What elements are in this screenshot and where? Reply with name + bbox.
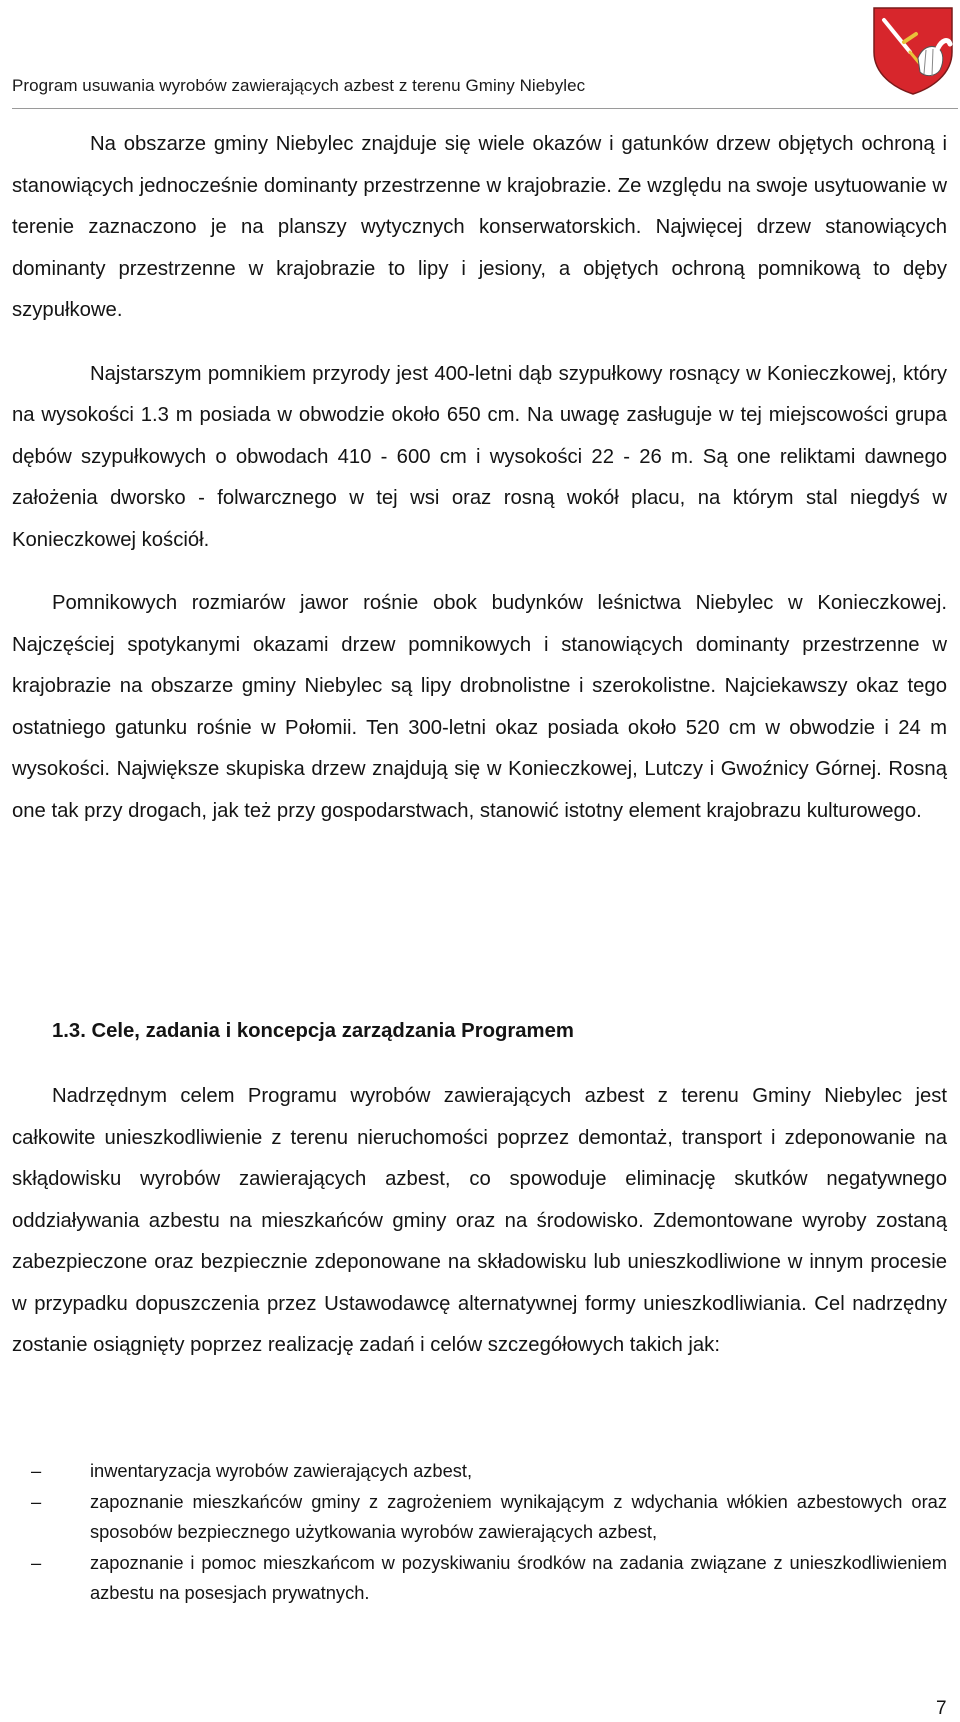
- list-item-text: zapoznanie i pomoc mieszkańcom w pozyskiwaniu środków na zadania związane z unieszkodliwieniem azbestu na posesjach prywatnych.: [90, 1552, 947, 1603]
- page-header: [12, 0, 958, 110]
- list-item: [12, 1548, 947, 1608]
- paragraph-sycamore: Pomnikowych rozmiarów jawor rośnie obok budynków leśnictwa Niebylec w Konieczkowej. Najczęściej spotykanymi okazami drzew pomnikowych i stanowiących dominanty przestrzenne w krajobrazie na obszarze gminy Niebylec są lipy drobnolistne i szerokolistne. Najciekawszy okaz tego ostatniego gatunku rośnie w Połomii. Ten 300-letni okaz posiada około 520 cm w obwodzie i 24 m wysokości. Największe skupiska drzew znajdują się w Konieczkowej, Lutczy i Gwoźnicy Górnej. Rosną one tak przy drogach, jak też przy gospodarstwach, stanowić istotny element krajobrazu kulturowego.: [12, 592, 947, 822]
- bullet-dash: –: [31, 1460, 42, 1481]
- section-body: [12, 1076, 947, 1367]
- paragraph-oldest-monument: Najstarszym pomnikiem przyrody jest 400-letni dąb szypułkowy rosnący w Konieczkowej, który na wysokości 1.3 m posiada w obwodzie około 650 cm. Na uwagę zasługuje w tej miejscowości grupa dębów szypułkowych o obwodach 410 - 600 cm i wysokości 22 - 26 m. Są one reliktami dawnego założenia dworsko - folwarcznego w tej wsi oraz rosną wokół placu, na którym stal niegdyś w Konieczkowej kościół.: [12, 362, 947, 551]
- list-item-text: inwentaryzacja wyrobów zawierających azbest,: [90, 1460, 473, 1481]
- bullet-dash: –: [31, 1552, 42, 1573]
- goals-list: [12, 1456, 947, 1608]
- coat-of-arms-icon: [870, 4, 956, 96]
- paragraph-main-goal: Nadrzędnym celem Programu wyrobów zawierających azbest z terenu Gminy Niebylec jest całkowite unieszkodliwienie z terenu nieruchomości poprzez demontaż, transport i zdeponowanie na skłądowisku wyrobów zawierających azbest, co spowoduje eliminację skutków negatywnego oddziaływania azbestu na mieszkańców gminy oraz na środowisko. Zdemontowane wyroby zostaną zabezpieczone oraz bezpiecznie zdeponowane na składowisku lub unieszkodliwione w innym procesie w przypadku dopuszczenia przez Ustawodawcę alternatywnej formy unieszkodliwiania. Cel nadrzędny zostanie osiągnięty poprzez realizację zadań i celów szczegółowych takich jak:: [12, 1085, 947, 1356]
- page-number: 7: [936, 1698, 947, 1719]
- document-title: Program usuwania wyrobów zawierających azbest z terenu Gminy Niebylec: [12, 76, 586, 95]
- header-divider: [12, 108, 958, 109]
- list-item: [12, 1456, 947, 1486]
- body-text: [12, 124, 947, 832]
- paragraph-trees: Na obszarze gminy Niebylec znajduje się wiele okazów i gatunków drzew objętych ochroną i stanowiących jednocześnie dominanty przestrzenne w krajobrazie. Ze względu na swoje usytuowanie w terenie zaznaczono je na planszy wytycznych konserwatorskich. Najwięcej drzew stanowiących dominanty przestrzenne w krajobrazie to lipy i jesiony, a objętych ochroną pomnikową to dęby szypułkowe.: [12, 133, 947, 321]
- section-heading: 1.3. Cele, zadania i koncepcja zarządzania Programem: [52, 1020, 574, 1042]
- bullet-dash: –: [31, 1491, 42, 1512]
- list-item: [12, 1487, 947, 1547]
- list-item-text: zapoznanie mieszkańców gminy z zagrożeniem wynikającym z wdychania włókien azbestowych oraz sposobów bezpiecznego użytkowania wyrobów zawierających azbest,: [90, 1491, 947, 1542]
